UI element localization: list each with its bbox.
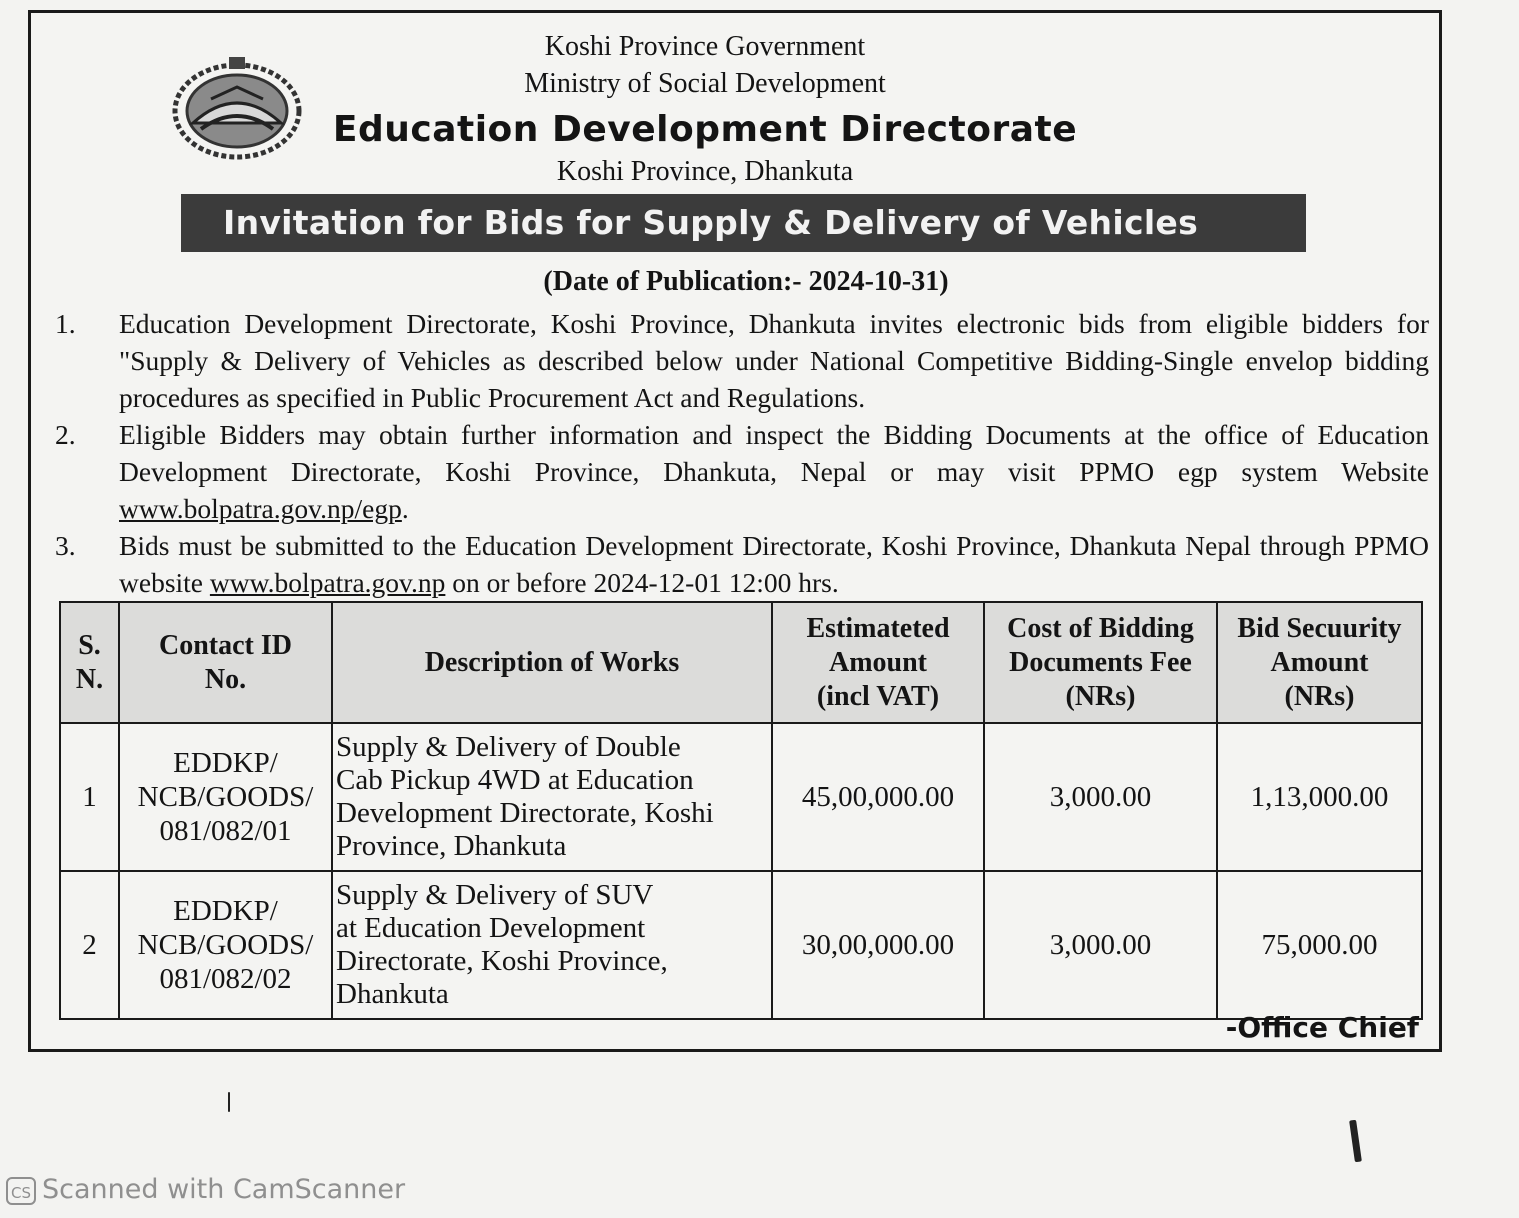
paragraph-text: Bids must be submitted to the Education Development Directorate, Koshi Province, Dhankuta Nepal through PPMO website xyxy=(119,530,1429,598)
paragraph-1 xyxy=(55,305,1429,416)
paragraph-text: on or before 2024-12-01 12:00 hrs. xyxy=(445,567,839,598)
paragraph-2 xyxy=(55,416,1429,527)
camscanner-text: Scanned with CamScanner xyxy=(42,1174,406,1205)
camscanner-watermark xyxy=(6,1174,405,1205)
cell-doc-fee: 3,000.00 xyxy=(984,723,1217,871)
col-header-description: Description of Works xyxy=(332,602,772,723)
paragraph-text: . xyxy=(401,493,409,524)
paragraph-number: 1. xyxy=(55,308,76,339)
cell-contract-id: EDDKP/ NCB/GOODS/ 081/082/02 xyxy=(119,871,332,1019)
notice-paragraphs xyxy=(55,305,1429,601)
header-ministry: Ministry of Social Development xyxy=(524,68,886,99)
cell-estimated-amount: 45,00,000.00 xyxy=(772,723,984,871)
col-header-doc-fee: Cost of Bidding Documents Fee (NRs) xyxy=(984,602,1217,723)
col-header-estimated-amount: Estimateted Amount (incl VAT) xyxy=(772,602,984,723)
cell-description: Supply & Delivery of Double Cab Pickup 4WD at Education Development Directorate, Koshi Province, Dhankuta xyxy=(332,723,772,871)
egp-website-link[interactable]: www.bolpatra.gov.np/egp xyxy=(119,493,402,524)
col-header-bid-security: Bid Secuurity Amount (NRs) xyxy=(1217,602,1422,723)
table-header-row xyxy=(60,602,1422,723)
ppmo-website-link[interactable]: www.bolpatra.gov.np xyxy=(209,567,446,598)
bid-notice xyxy=(28,10,1442,1052)
cell-description: Supply & Delivery of SUV at Education Development Directorate, Koshi Province, Dhankuta xyxy=(332,871,772,1019)
signoff: -Office Chief xyxy=(1225,1011,1419,1044)
paragraph-text: Eligible Bidders may obtain further information and inspect the Bidding Documents at the office of Education Development Directorate, Koshi Province, Dhankuta, Nepal or may visit PPMO egp system Website xyxy=(119,419,1429,487)
table-row xyxy=(60,723,1422,871)
cell-contract-id: EDDKP/ NCB/GOODS/ 081/082/01 xyxy=(119,723,332,871)
col-header-sn: S. N. xyxy=(60,602,119,723)
header-location: Koshi Province, Dhankuta xyxy=(556,156,854,187)
bids-table xyxy=(59,601,1423,1020)
cell-bid-security: 75,000.00 xyxy=(1217,871,1422,1019)
header-government: Koshi Province Government xyxy=(544,31,866,62)
notice-title-banner: Invitation for Bids for Supply & Delivery of Vehicles xyxy=(181,194,1306,252)
cell-doc-fee: 3,000.00 xyxy=(984,871,1217,1019)
cell-estimated-amount: 30,00,000.00 xyxy=(772,871,984,1019)
paragraph-3 xyxy=(55,527,1429,601)
paragraph-number: 2. xyxy=(55,419,76,450)
cell-sn: 1 xyxy=(60,723,119,871)
cell-bid-security: 1,13,000.00 xyxy=(1217,723,1422,871)
table-row xyxy=(60,871,1422,1019)
paragraph-text: Education Development Directorate, Koshi Province, Dhankuta invites electronic bids from eligible bidders for "Supply & Delivery of Vehicles as described below under National Competitive Bidding-Single envelop bidding procedures as specified in Public Procurement Act and Regulations. xyxy=(119,308,1429,413)
header-directorate: Education Development Directorate xyxy=(332,109,1078,150)
publication-date: (Date of Publication:- 2024-10-31) xyxy=(543,266,949,297)
scan-mark xyxy=(1349,1120,1362,1163)
cell-sn: 2 xyxy=(60,871,119,1019)
col-header-contract-id: Contact ID No. xyxy=(119,602,332,723)
scan-mark xyxy=(228,1092,230,1112)
camscanner-logo-icon: CS xyxy=(6,1177,36,1205)
paragraph-number: 3. xyxy=(55,530,76,561)
